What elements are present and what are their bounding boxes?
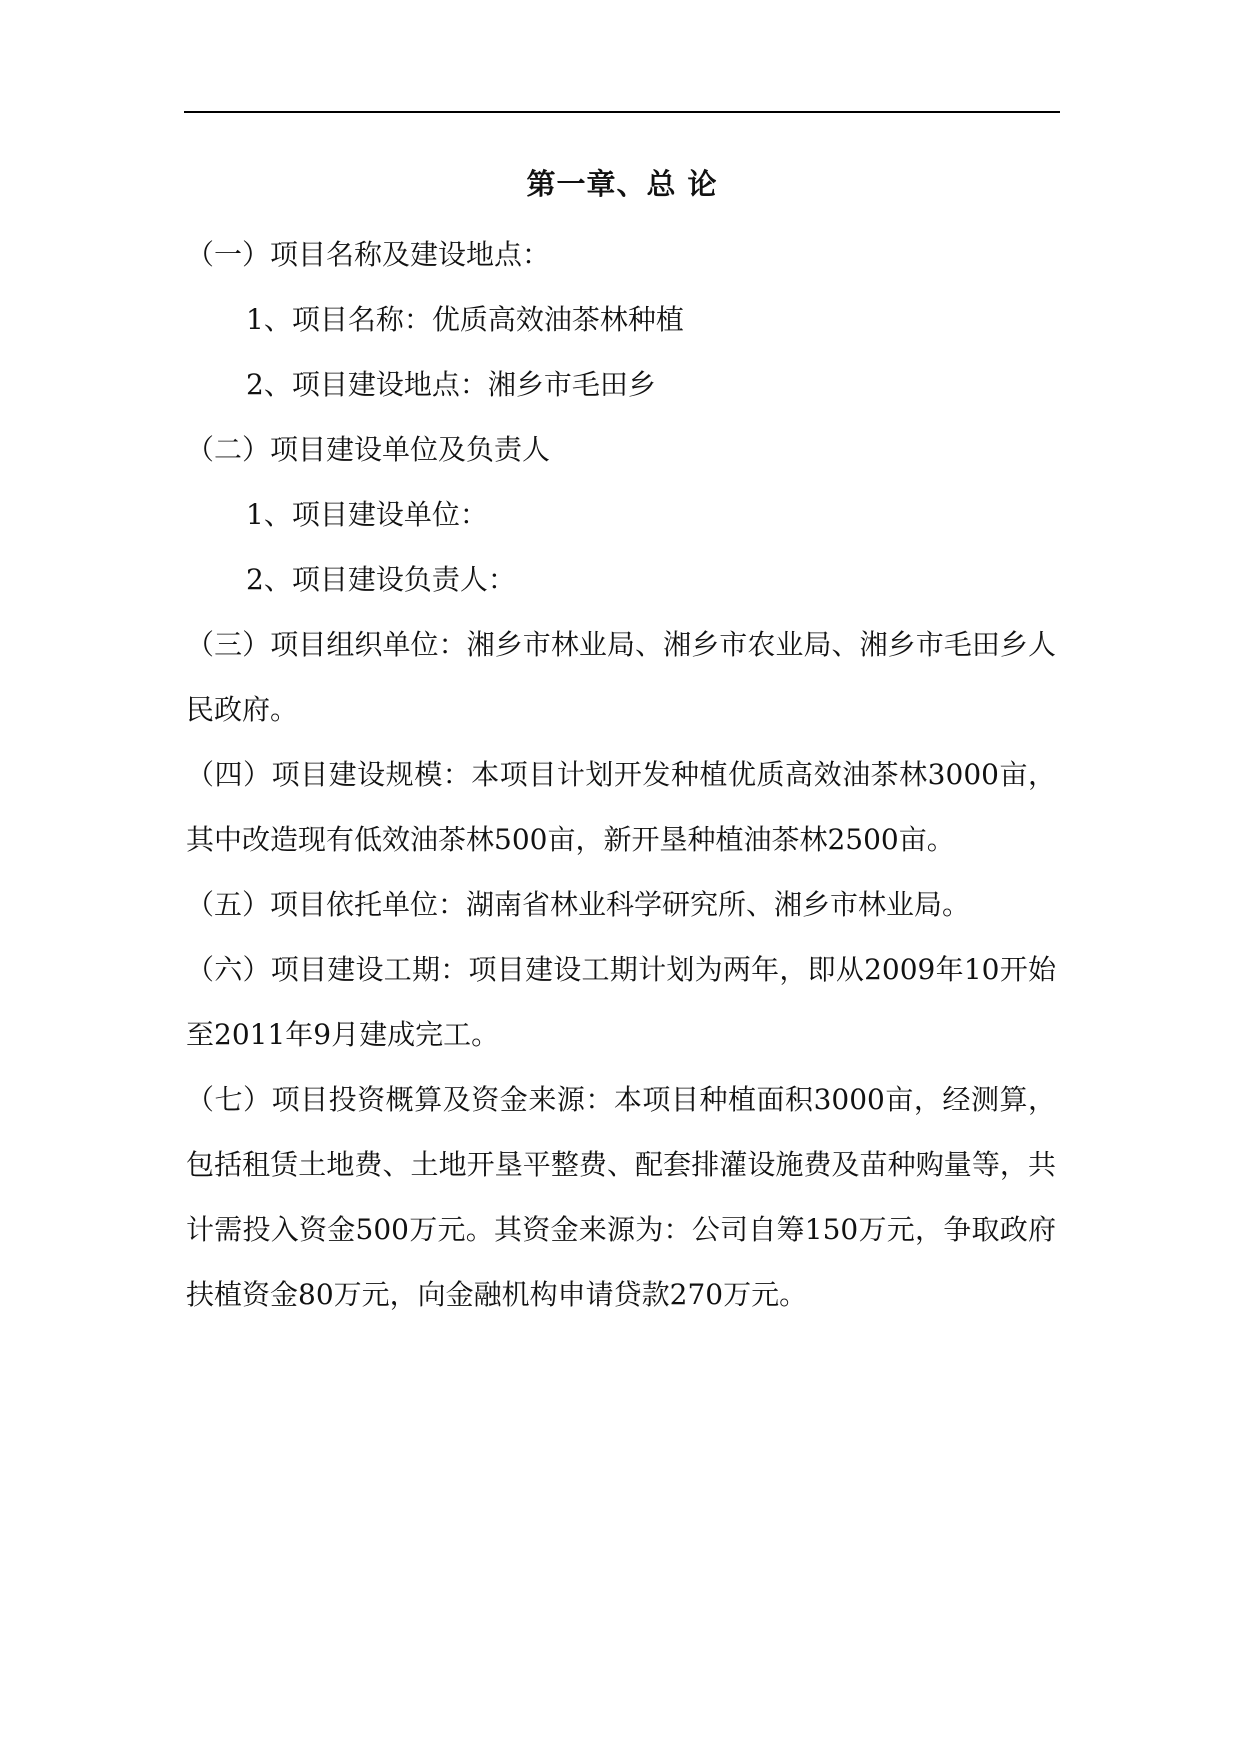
project-location-item: 2、项目建设地点：湘乡市毛田乡 [246, 368, 656, 401]
chapter-title: 第一章、总 论 [526, 167, 718, 201]
section-3-paragraph: （三）项目组织单位：湘乡市林业局、湘乡市农业局、湘乡市毛田乡人民政府。 [186, 628, 1056, 726]
section-5-paragraph: （五）项目依托单位：湖南省林业科学研究所、湘乡市林业局。 [186, 888, 971, 921]
responsible-person-item: 2、项目建设负责人： [246, 563, 516, 596]
section-4-paragraph: （四）项目建设规模：本项目计划开发种植优质高效油茶林3000亩，其中改造现有低效油茶林500亩，新开垦种植油茶林2500亩。 [186, 758, 1056, 856]
header-rule [184, 111, 1060, 113]
document-body [186, 222, 1056, 1327]
project-name-item: 1、项目名称：优质高效油茶林种植 [246, 303, 684, 336]
section-6-paragraph: （六）项目建设工期：项目建设工期计划为两年，即从2009年10开始至2011年9月建成完工。 [186, 953, 1056, 1051]
section-2-heading: （二）项目建设单位及负责人 [186, 433, 551, 466]
construction-unit-item: 1、项目建设单位： [246, 498, 488, 531]
section-7-paragraph: （七）项目投资概算及资金来源：本项目种植面积3000亩，经测算，包括租赁土地费、土地开垦平整费、配套排灌设施费及苗种购量等，共计需投入资金500万元。其资金来源为：公司自筹150万元，争取政府扶植资金80万元，向金融机构申请贷款270万元。 [186, 1083, 1056, 1311]
section-1-heading: （一）项目名称及建设地点： [186, 238, 551, 271]
